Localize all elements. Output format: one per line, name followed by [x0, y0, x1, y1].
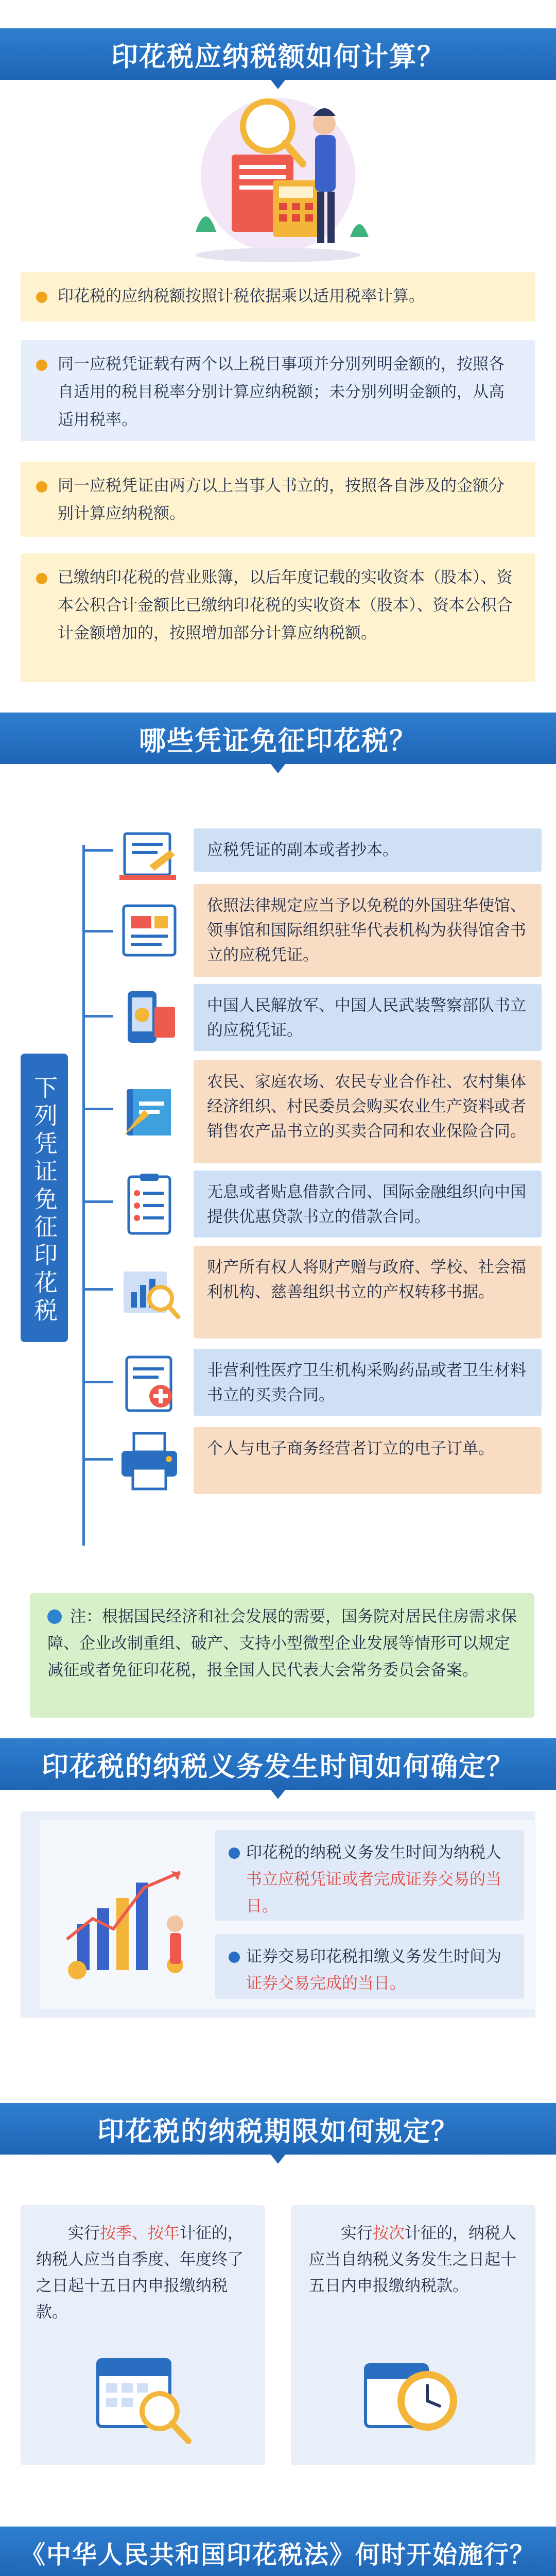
tree-trunk — [82, 845, 85, 1546]
section1-banner — [0, 28, 556, 80]
calc-rule-text: 同一应税凭证载有两个以上税目事项并分别列明金额的，按照各自适用的税目税率分别计算应纳税额；未分别列明金额的，从高适用税率。 — [58, 355, 505, 429]
magnifier-calculator-illustration — [170, 77, 386, 268]
section1-title: 印花税应纳税额如何计算？ — [111, 41, 445, 73]
calc-rule-1 — [21, 272, 535, 321]
clock-calendar-icon — [355, 2344, 474, 2447]
investment-chart-illustration — [57, 1862, 211, 1980]
obligation-box-2 — [215, 1934, 524, 1999]
exempt-item-text: 中国人民解放军、中国人民武装警察部队书立的应税凭证。 — [194, 984, 542, 1051]
period-rest: 计征的，纳税人应当自纳税义务发生之日起十五日内申报缴纳税款。 — [309, 2224, 516, 2295]
calc-rule-3 — [21, 462, 535, 537]
tree-branch — [82, 1108, 113, 1110]
period-quarterly-text — [36, 2221, 252, 2326]
obligation-highlight: 书立应税凭证或者完成证券交易的当日。 — [246, 1870, 501, 1916]
period-prefix: 实行 — [341, 2224, 373, 2243]
obligation-box-1 — [215, 1830, 524, 1921]
obligation-highlight: 证券交易完成的当日。 — [246, 1974, 406, 1993]
period-prefix: 实行 — [68, 2224, 100, 2243]
section4-title: 印花税的纳税期限如何规定？ — [97, 2116, 459, 2147]
book-icon — [113, 1076, 185, 1148]
exempt-item-3 — [113, 984, 541, 1051]
calc-rule-text: 已缴纳印花税的营业账簿，以后年度记载的实收资本（股本）、资本公积合计金额比已缴纳印花税的实收资本（股本）、资本公积合计金额增加的，按照增加部分计算应纳税额。 — [58, 568, 513, 642]
tree-branch — [82, 1381, 113, 1383]
period-highlight: 按季、按年 — [100, 2224, 180, 2243]
medical-doc-icon — [113, 1347, 185, 1419]
calc-rule-text: 同一应税凭证由两方以上当事人书立的，按照各自涉及的金额分别计算应纳税额。 — [58, 477, 505, 523]
tree-branch — [82, 849, 113, 852]
obligation-text: 印花税的纳税义务发生时间为纳税人 — [246, 1843, 501, 1862]
bullet-dot-icon — [36, 360, 47, 371]
bullet-dot-icon — [229, 1952, 240, 1963]
exempt-item-text: 农民、家庭农场、农民专业合作社、农村集体经济组织、村民委员会购买农业生产资料或者销售农产品书立的买卖合同和农业保险合同。 — [194, 1060, 542, 1163]
bullet-dot-icon — [36, 573, 47, 584]
tree-branch — [82, 1458, 113, 1461]
exempt-item-text: 财产所有权人将财产赠与政府、学校、社会福利机构、慈善组织书立的产权转移书据。 — [194, 1246, 542, 1338]
bullet-dot-icon — [36, 481, 47, 493]
printer-icon — [113, 1425, 185, 1497]
exempt-item-text: 个人与电子商务经营者订立的电子订单。 — [194, 1427, 542, 1494]
calendar-magnifier-icon — [82, 2344, 201, 2447]
exempt-item-7 — [113, 1349, 541, 1416]
exempt-item-text: 无息或者贴息借款合同、国际金融组织向中国提供优惠贷款书立的借款合同。 — [194, 1171, 542, 1238]
magnifier-chart-icon — [113, 1256, 185, 1328]
exempt-side-label: 下列凭证免征印花税 — [21, 1054, 68, 1342]
section3-title: 印花税的纳税义务发生时间如何确定？ — [41, 1751, 514, 1783]
section2-banner — [0, 713, 556, 764]
section3-banner — [0, 1738, 556, 1790]
tree-branch — [82, 930, 113, 933]
exempt-item-8 — [113, 1427, 541, 1494]
exempt-note-text: 注：根据国民经济和社会发展的需要，国务院对居民住房需求保障、企业改制重组、破产、支持小型微型企业发展等情形可以规定减征或者免征印花税，报全国人民代表大会常务委员会备案。 — [47, 1607, 517, 1680]
exempt-item-6 — [113, 1246, 541, 1338]
tree-branch — [82, 1288, 113, 1291]
exempt-item-5 — [113, 1171, 541, 1238]
exempt-item-text: 非营利性医疗卫生机构采购药品或者卫生材料书立的买卖合同。 — [194, 1349, 542, 1416]
calc-rule-4 — [21, 553, 535, 682]
section4-banner — [0, 2103, 556, 2155]
period-per-event-text — [309, 2221, 525, 2299]
obligation-text: 证券交易印花税扣缴义务发生时间为 — [246, 1947, 501, 1966]
calc-rule-2 — [21, 340, 535, 441]
section5-title: 《中华人民共和国印花税法》何时开始施行？ — [20, 2540, 535, 2569]
calc-rule-text: 印花税的应纳税额按照计税依据乘以适用税率计算。 — [58, 287, 425, 306]
exempt-item-4 — [113, 1060, 541, 1163]
exempt-item-text: 依照法律规定应当予以免税的外国驻华使馆、领事馆和国际组织驻华代表机构为获得馆舍书立的应税凭证。 — [194, 884, 542, 977]
document-icon — [113, 819, 185, 891]
bullet-dot-icon — [229, 1848, 240, 1859]
bullet-dot-icon — [36, 292, 47, 303]
mobile-id-icon — [113, 981, 185, 1053]
period-highlight: 按次 — [373, 2224, 405, 2243]
exempt-note — [30, 1593, 534, 1718]
tree-branch — [82, 1200, 113, 1203]
section2-title: 哪些凭证免征印花税？ — [138, 725, 417, 757]
tree-branch — [82, 1015, 113, 1018]
period-rest: 计征的，纳税人应当自季度、年度终了之日起十五日内申报缴纳税款。 — [36, 2224, 244, 2321]
exempt-item-2 — [113, 884, 541, 977]
section5-banner — [0, 2527, 556, 2576]
checklist-icon — [113, 1168, 185, 1241]
flag-document-icon — [113, 893, 185, 965]
note-dot-icon — [47, 1609, 62, 1624]
exempt-item-1 — [113, 819, 541, 881]
exempt-item-text: 应税凭证的副本或者抄本。 — [194, 828, 542, 872]
